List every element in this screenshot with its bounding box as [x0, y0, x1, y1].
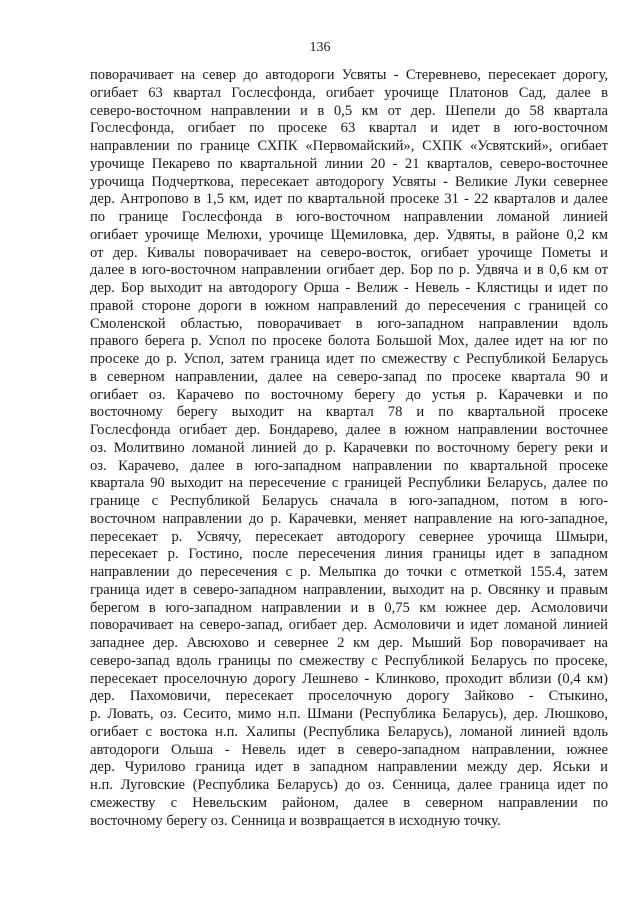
text-line: огибает 63 квартал Гослесфонда, огибает урочище Платонов Сад, далее в — [90, 84, 608, 101]
body-text — [90, 67, 608, 830]
text-line: западнее дер. Авсюхово и севернее 2 км дер. Мыший Бор поворачивает на — [90, 635, 608, 651]
text-line: пересекает р. Усвячу, пересекает автодорогу севернее урочища Шмыри, — [90, 528, 608, 545]
text-line: дер. Антропово в 1,5 км, идет по квартальной просеке 31 - 22 кварталов и далее — [90, 191, 608, 208]
text-line: просеке до р. Успол, затем граница идет по смежеству с Республикой Беларусь — [90, 351, 608, 367]
text-line: квартала 90 выходит на пересечение с границей Республики Беларусь, далее по — [90, 475, 608, 492]
text-line: урочища Подчерткова, пересекает автодорогу Усвяты - Великие Луки севернее — [90, 173, 608, 190]
text-line: по границе Гослесфонда в юго-восточном направлении ломаной линией — [90, 209, 608, 225]
text-line: оз. Карачево, далее в юго-западном направлении по квартальной просеке — [90, 457, 608, 474]
text-line: пересекает р. Гостино, после пересечения линия границы идет в западном — [90, 546, 608, 563]
text-line: поворачивает на северо-запад, огибает дер. Асмоловичи и идет ломаной линией — [90, 617, 608, 634]
page-number: 136 — [309, 40, 331, 55]
text-line: дер. Пахомовичи, пересекает проселочную дорогу Зайково - Стыкино, — [90, 688, 608, 705]
text-line: берегом в юго-западном направлении и в 0,75 км южнее дер. Асмоловичи — [90, 599, 608, 616]
text-line: огибает с востока н.п. Халипы (Республика Беларусь), ломаной линией вдоль — [90, 723, 608, 740]
text-line: далее в юго-восточном направлении огибает дер. Бор по р. Удвяча и в 0,6 км от — [90, 262, 608, 279]
text-line: восточному берегу выходит на квартал 78 и по квартальной просеке — [90, 404, 608, 421]
text-line: Смоленской областью, поворачивает в юго-западном направлении вдоль — [90, 315, 608, 332]
text-line: границе с Республикой Беларусь сначала в юго-западном, потом в юго- — [90, 493, 608, 509]
text-line: граница идет в северо-западном направлении, выходит на р. Овсянку и правым — [90, 581, 608, 598]
text-line: северо-восточном направлении и в 0,5 км от дер. Шепели до 58 квартала — [90, 102, 608, 119]
text-line: пересекает проселочную дорогу Лешнево - Клинково, проходит вблизи (0,4 км) — [90, 670, 608, 687]
text-line: правого берега р. Успол по просеке болота Большой Мох, далее идет на юг по — [90, 333, 608, 350]
text-line: Гослесфонда, огибает по просеке 63 квартал и идет в юго-восточном — [90, 120, 608, 137]
text-line: направлении по границе СХПК «Первомайский», СХПК «Усвятский», огибает — [90, 138, 608, 154]
text-line: дер. Бор выходит на автодорогу Орша - Велиж - Невель - Клястицы и идет по — [90, 280, 608, 296]
text-line: дер. Чурилово граница идет в западном направлении между дер. Яськи и — [90, 759, 608, 776]
text-line: направлении до пересечения с р. Мелыпка до точки с отметкой 155.4, затем — [90, 564, 608, 580]
text-line: восточном направлении до р. Карачевки, меняет направление на юго-западное, — [90, 510, 608, 527]
text-line: поворачивает на север до автодороги Усвяты - Стеревнево, пересекает дорогу, — [90, 67, 608, 83]
text-line: урочище Пекарево по квартальной линии 20 - 21 кварталов, северо-восточнее — [90, 155, 608, 172]
text-line: н.п. Луговские (Республика Беларусь) до оз. Сенница, далее граница идет по — [90, 777, 608, 793]
text-line: северо-запад вдоль границы по смежеству с Республикой Беларусь по просеке, — [90, 652, 608, 669]
text-line: восточному берегу оз. Сенница и возвращается в исходную точку. — [90, 812, 501, 829]
text-line: автодороги Ольша - Невель идет в северо-западном направлении, южнее — [90, 741, 608, 758]
text-line: огибает урочище Мелюхи, урочище Щемиловка, дер. Удвяты, в районе 0,2 км — [90, 226, 608, 243]
text-line: правой стороне дороги в южном направлений до пересечения с границей со — [90, 297, 608, 314]
text-line: смежеству с Невельским районом, далее в северном направлении по — [90, 794, 608, 811]
text-line: от дер. Кивалы поворачивает на северо-восток, огибает урочище Пометы и — [90, 244, 608, 261]
text-line: огибает оз. Карачево по восточному берегу до устья р. Карачевки и по — [90, 386, 608, 403]
text-line: р. Ловать, оз. Сесито, мимо н.п. Шмани (Республика Беларусь), дер. Люшково, — [90, 706, 608, 722]
text-line: Гослесфонда огибает дер. Бондарево, далее в южном направлении восточнее — [90, 422, 608, 438]
text-line: в северном направлении, далее на северо-запад по просеке квартала 90 и — [90, 368, 608, 385]
text-line: оз. Молитвино ломаной линией до р. Карачевки по восточному берегу реки и — [90, 439, 608, 456]
